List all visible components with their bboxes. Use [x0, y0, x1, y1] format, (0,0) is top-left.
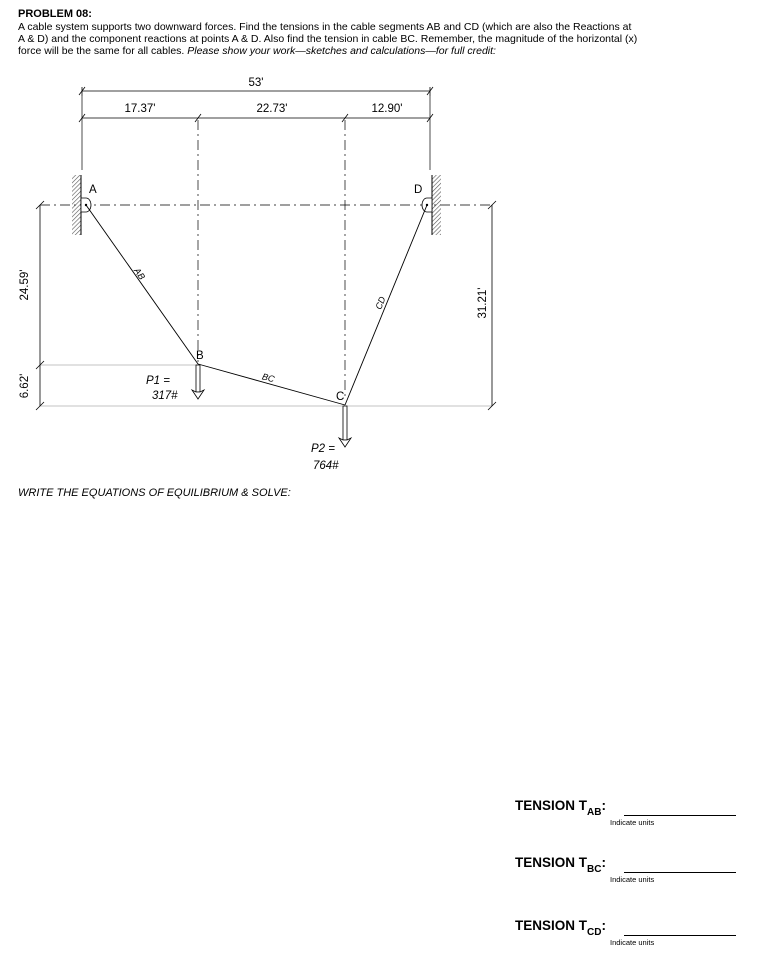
answer-prefix: TENSION T: [515, 855, 588, 870]
cable-ab-label: AB: [132, 265, 148, 282]
load-p1-value: 317#: [152, 390, 178, 402]
point-c-label: C: [336, 391, 345, 403]
cable-ab: [86, 205, 198, 364]
load-p1-arrow: [192, 365, 204, 399]
problem-description-line-1: A cable system supports two downward forces. Find the tensions in the cable segments AB and CD (which are also the Reactions at: [18, 21, 632, 33]
point-a-label: A: [89, 184, 97, 196]
problem-description-line-2: A & D) and the component reactions at points A & D. Also find the tension in cable BC. Remember, the magnitude of the horizontal (x): [18, 33, 638, 45]
answer-prefix: TENSION T: [515, 918, 588, 933]
dimension-segments: [79, 114, 433, 122]
cable-cd: [345, 205, 427, 405]
dimension-left: [36, 201, 44, 410]
answer-tension-ab: [515, 798, 606, 818]
description-plain-text: force will be the same for all cables.: [18, 45, 188, 57]
dim-right-label: 31.21': [477, 287, 489, 319]
load-p2-arrow: [339, 406, 351, 447]
answer-tension-cd: [515, 918, 606, 938]
answer-subscript-ab: AB: [587, 807, 602, 818]
problem-description-line-3: [18, 45, 496, 57]
answer-colon: :: [601, 855, 606, 870]
support-d-wall: [422, 175, 441, 235]
units-hint-bc: Indicate units: [610, 875, 655, 884]
cable-cd-label: CD: [373, 295, 388, 311]
dim-left-upper-label: 24.59': [19, 269, 31, 301]
answer-blank-ab[interactable]: [624, 815, 736, 816]
answer-tension-bc: [515, 855, 606, 875]
units-hint-ab: Indicate units: [610, 818, 655, 827]
instruction-text: WRITE THE EQUATIONS OF EQUILIBRIUM & SOLVE:: [18, 487, 291, 499]
answer-colon: :: [601, 798, 606, 813]
cable-bc: [198, 364, 345, 405]
dimension-right: [488, 201, 496, 410]
load-p2-label: P2 =: [311, 443, 335, 455]
extension-lines: [82, 96, 430, 400]
load-p2-value: 764#: [313, 460, 339, 472]
dim-ab-label: 17.37': [124, 103, 156, 115]
answer-subscript-bc: BC: [587, 864, 602, 875]
answer-colon: :: [601, 918, 606, 933]
cable-diagram: [0, 60, 763, 472]
dim-total-label: 53': [248, 77, 264, 89]
point-d-label: D: [414, 184, 423, 196]
problem-title: PROBLEM 08:: [18, 8, 92, 20]
dim-cd-label: 12.90': [371, 103, 403, 115]
dim-bc-label: 22.73': [256, 103, 288, 115]
units-hint-cd: Indicate units: [610, 938, 655, 947]
dim-left-lower-label: 6.62': [19, 373, 31, 399]
answer-subscript-cd: CD: [587, 927, 602, 938]
answer-blank-bc[interactable]: [624, 872, 736, 873]
description-italic-text: Please show your work—sketches and calculations—for full credit:: [187, 45, 496, 57]
point-b-label: B: [196, 350, 204, 362]
answer-prefix: TENSION T: [515, 798, 588, 813]
load-p1-label: P1 =: [146, 375, 170, 387]
cable-bc-label: BC: [260, 371, 276, 385]
answer-blank-cd[interactable]: [624, 935, 736, 936]
